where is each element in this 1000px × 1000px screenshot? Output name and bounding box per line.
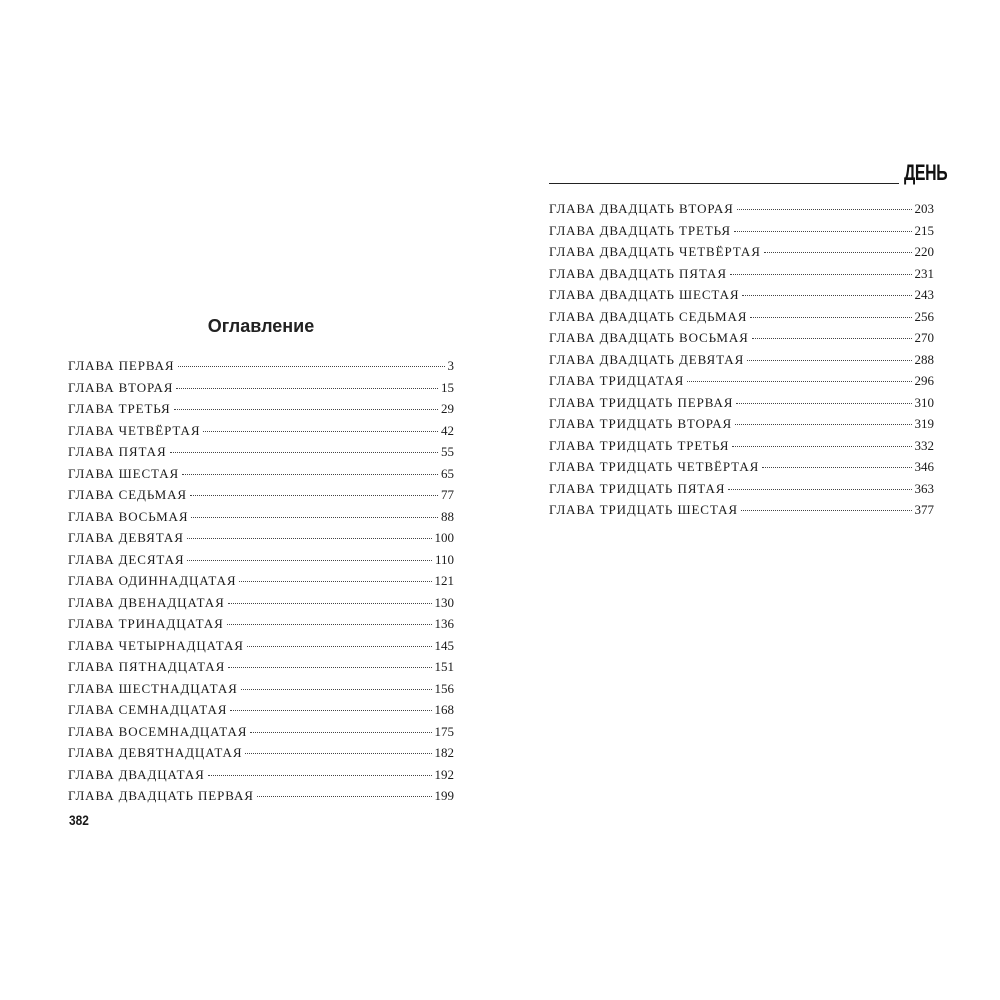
chapter-title: ГЛАВА ТРИДЦАТАЯ xyxy=(549,373,685,388)
chapter-title: ГЛАВА ТРЕТЬЯ xyxy=(68,401,171,416)
chapter-title: ГЛАВА ШЕСТНАДЦАТАЯ xyxy=(68,680,238,696)
dot-leader xyxy=(241,689,432,690)
chapter-title: ГЛАВА ДВАДЦАТЬ СЕДЬМАЯ xyxy=(549,308,748,324)
page-number: 168 xyxy=(434,702,454,717)
dot-leader xyxy=(176,388,438,389)
dot-leader xyxy=(764,252,912,253)
chapter-title: ГЛАВА ТРИНАДЦАТАЯ xyxy=(68,616,224,631)
chapter-title: ГЛАВА ЧЕТЫРНАДЦАТАЯ xyxy=(68,637,244,653)
dot-leader xyxy=(190,495,438,496)
dot-leader xyxy=(747,360,911,361)
chapter-title: ГЛАВА СЕМНАДЦАТАЯ xyxy=(68,702,228,717)
chapter-title: ГЛАВА ПЯТАЯ xyxy=(68,444,167,459)
dot-leader xyxy=(228,603,432,604)
page-number: 175 xyxy=(434,723,454,739)
dot-leader xyxy=(750,317,911,318)
toc-entry xyxy=(68,441,454,463)
chapter-title: ГЛАВА ТРИДЦАТЬ ПЯТАЯ xyxy=(549,480,726,496)
dot-leader xyxy=(736,403,911,404)
chapter-title: ГЛАВА ВТОРАЯ xyxy=(68,379,174,395)
chapter-title: ГЛАВА ДВАДЦАТАЯ xyxy=(68,766,205,782)
page-number: 310 xyxy=(914,394,934,410)
toc-entry xyxy=(549,478,934,500)
toc-entry xyxy=(549,413,934,435)
chapter-title: ГЛАВА СЕДЬМАЯ xyxy=(68,487,187,502)
dot-leader xyxy=(208,775,432,776)
page-number: 121 xyxy=(434,573,454,588)
toc-entry xyxy=(68,398,454,420)
toc-entry xyxy=(68,549,454,571)
dot-leader xyxy=(187,538,432,539)
page-number: 110 xyxy=(434,551,454,567)
toc-entry xyxy=(68,420,454,442)
page-number: 319 xyxy=(914,416,934,431)
page-number: 29 xyxy=(441,401,454,416)
page-number: 332 xyxy=(914,437,934,453)
chapter-title: ГЛАВА ВОСЬМАЯ xyxy=(68,508,189,524)
dot-leader xyxy=(191,517,438,518)
dot-leader xyxy=(742,295,911,296)
chapter-title: ГЛАВА ДВАДЦАТЬ ВТОРАЯ xyxy=(549,201,734,216)
toc-list-right xyxy=(549,198,934,521)
dot-leader xyxy=(203,431,438,432)
dot-leader xyxy=(732,446,911,447)
toc-entry xyxy=(549,198,934,220)
page-number: 231 xyxy=(914,265,934,281)
dot-leader xyxy=(178,366,445,367)
chapter-title: ГЛАВА ДВАДЦАТЬ ПЯТАЯ xyxy=(549,265,727,281)
page-number: 151 xyxy=(434,659,454,674)
page-number: 377 xyxy=(914,502,934,517)
page-number: 256 xyxy=(914,308,934,324)
toc-entry xyxy=(68,592,454,614)
page-number: 3 xyxy=(447,358,454,373)
dot-leader xyxy=(182,474,438,475)
chapter-title: ГЛАВА ПЕРВАЯ xyxy=(68,358,175,373)
dot-leader xyxy=(734,231,912,232)
toc-entry xyxy=(68,785,454,807)
dot-leader xyxy=(230,710,431,711)
page-number: 15 xyxy=(441,379,454,395)
running-head-title: ДЕНЬ xyxy=(904,160,948,185)
chapter-title: ГЛАВА ЧЕТВЁРТАЯ xyxy=(68,422,201,438)
toc-entry xyxy=(68,721,454,743)
chapter-title: ГЛАВА ДВАДЦАТЬ ЧЕТВЁРТАЯ xyxy=(549,244,761,259)
chapter-title: ГЛАВА ПЯТНАДЦАТАЯ xyxy=(68,659,226,674)
page-number: 136 xyxy=(434,616,454,631)
chapter-title: ГЛАВА ТРИДЦАТЬ ПЕРВАЯ xyxy=(549,394,734,410)
dot-leader xyxy=(247,646,432,647)
toc-entry xyxy=(549,435,934,457)
page-number: 88 xyxy=(441,508,454,524)
dot-leader xyxy=(752,338,912,339)
dot-leader xyxy=(728,489,911,490)
toc-entry xyxy=(68,699,454,721)
toc-entry xyxy=(549,263,934,285)
page-number: 55 xyxy=(441,444,454,459)
page-number: 130 xyxy=(434,594,454,610)
page-number: 145 xyxy=(434,637,454,653)
toc-entry xyxy=(68,484,454,506)
dot-leader xyxy=(174,409,438,410)
toc-entry xyxy=(549,284,934,306)
dot-leader xyxy=(187,560,432,561)
toc-entry xyxy=(68,355,454,377)
page-number: 156 xyxy=(434,680,454,696)
dot-leader xyxy=(227,624,432,625)
page-number: 220 xyxy=(914,244,934,259)
chapter-title: ГЛАВА ОДИННАДЦАТАЯ xyxy=(68,573,237,588)
toc-entry xyxy=(549,499,934,521)
toc-entry xyxy=(549,306,934,328)
dot-leader xyxy=(741,510,912,511)
dot-leader xyxy=(687,381,911,382)
page-number: 182 xyxy=(434,745,454,760)
toc-heading: Оглавление xyxy=(207,316,315,336)
chapter-title: ГЛАВА ДЕСЯТАЯ xyxy=(68,551,185,567)
page-number: 346 xyxy=(914,459,934,474)
page-number: 203 xyxy=(914,201,934,216)
chapter-title: ГЛАВА ДВЕНАДЦАТАЯ xyxy=(68,594,225,610)
page-number: 270 xyxy=(914,330,934,345)
dot-leader xyxy=(245,753,431,754)
chapter-title: ГЛАВА ТРИДЦАТЬ ТРЕТЬЯ xyxy=(549,437,730,453)
page-number-footer: 382 xyxy=(69,812,89,828)
dot-leader xyxy=(250,732,431,733)
chapter-title: ГЛАВА ДЕВЯТНАДЦАТАЯ xyxy=(68,745,243,760)
toc-entry xyxy=(549,392,934,414)
page-number: 363 xyxy=(914,480,934,496)
dot-leader xyxy=(737,209,912,210)
chapter-title: ГЛАВА ДВАДЦАТЬ ТРЕТЬЯ xyxy=(549,222,731,238)
dot-leader xyxy=(257,796,432,797)
page-number: 42 xyxy=(441,422,454,438)
page-number: 77 xyxy=(441,487,454,502)
dot-leader xyxy=(239,581,431,582)
toc-entry xyxy=(68,678,454,700)
page-number: 65 xyxy=(441,465,454,481)
chapter-title: ГЛАВА ШЕСТАЯ xyxy=(68,465,180,481)
page-number: 199 xyxy=(434,788,454,803)
running-head-rule xyxy=(549,183,899,184)
toc-entry xyxy=(549,241,934,263)
toc-entry xyxy=(68,570,454,592)
toc-entry xyxy=(68,742,454,764)
page-number: 192 xyxy=(434,766,454,782)
toc-entry xyxy=(549,327,934,349)
page-number: 215 xyxy=(914,222,934,238)
toc-entry xyxy=(68,527,454,549)
chapter-title: ГЛАВА ДВАДЦАТЬ ШЕСТАЯ xyxy=(549,287,740,302)
page-number: 243 xyxy=(914,287,934,302)
chapter-title: ГЛАВА ДЕВЯТАЯ xyxy=(68,530,184,545)
chapter-title: ГЛАВА ТРИДЦАТЬ ЧЕТВЁРТАЯ xyxy=(549,459,760,474)
chapter-title: ГЛАВА ДВАДЦАТЬ ВОСЬМАЯ xyxy=(549,330,749,345)
page-number: 100 xyxy=(434,530,454,545)
toc-list-left xyxy=(68,355,454,807)
chapter-title: ГЛАВА ДВАДЦАТЬ ПЕРВАЯ xyxy=(68,788,254,803)
toc-entry xyxy=(549,370,934,392)
page-number: 288 xyxy=(914,351,934,367)
chapter-title: ГЛАВА ТРИДЦАТЬ ШЕСТАЯ xyxy=(549,502,738,517)
dot-leader xyxy=(762,467,911,468)
toc-entry xyxy=(549,220,934,242)
toc-entry xyxy=(68,506,454,528)
toc-entry xyxy=(68,377,454,399)
toc-entry xyxy=(549,349,934,371)
toc-entry xyxy=(68,613,454,635)
chapter-title: ГЛАВА ВОСЕМНАДЦАТАЯ xyxy=(68,723,248,739)
toc-entry xyxy=(68,463,454,485)
dot-leader xyxy=(735,424,911,425)
toc-entry xyxy=(68,635,454,657)
toc-entry xyxy=(68,764,454,786)
toc-entry xyxy=(68,656,454,678)
toc-entry xyxy=(549,456,934,478)
page-number: 296 xyxy=(914,373,934,388)
dot-leader xyxy=(730,274,912,275)
dot-leader xyxy=(170,452,438,453)
chapter-title: ГЛАВА ДВАДЦАТЬ ДЕВЯТАЯ xyxy=(549,351,745,367)
dot-leader xyxy=(228,667,431,668)
chapter-title: ГЛАВА ТРИДЦАТЬ ВТОРАЯ xyxy=(549,416,733,431)
